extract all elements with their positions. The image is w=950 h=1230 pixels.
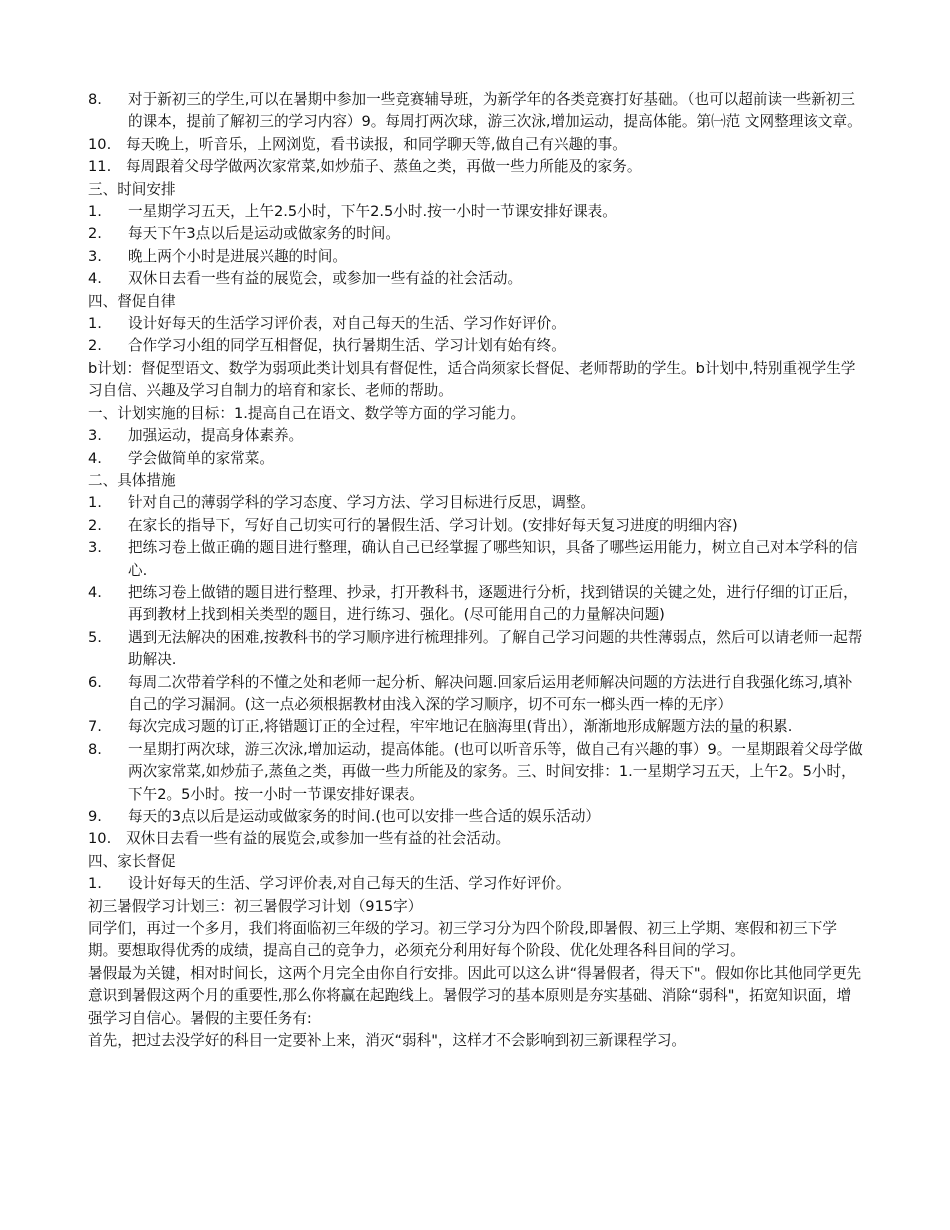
list-item-text: 针对自己的薄弱学科的学习态度、学习方法、学习目标进行反思，调整。	[128, 494, 596, 512]
list-item-text: 一星期学习五天，上午2.5小时，下午2.5小时.按一小时一节课安排好课表。	[128, 203, 617, 221]
list-item	[88, 425, 863, 447]
list-item-number: 1.	[88, 203, 102, 221]
list-item-number: 1.	[88, 494, 102, 512]
list-item	[88, 89, 863, 134]
list-item-text: 把练习卷上做错的题目进行整理、抄录，打开教科书，逐题进行分析，找到错误的关键之处，进行仔细的订正后，再到教材上找到相关类型的题目，进行练习、强化。(尽可能用自己的力量解决问题)	[128, 583, 858, 624]
paragraph: 同学们，再过一个多月，我们将面临初三年级的学习。初三学习分为四个阶段,即暑假、初三上学期、寒假和初三下学期。要想取得优秀的成绩，提高自己的竞争力，必须充分利用好每个阶段、优化处理各科目间的学习。	[88, 920, 837, 960]
list-item-number: 7.	[88, 718, 102, 736]
list-item-text: 每天的3点以后是运动或做家务的时间.(也可以安排一些合适的娱乐活动）	[128, 808, 601, 825]
list-item	[88, 672, 863, 717]
list-item	[88, 246, 863, 268]
list-item-text: 每周跟着父母学做两次家常菜,如炒茄子、蒸鱼之类，再做一些力所能及的家务。	[126, 158, 642, 176]
list-item-text: 晚上两个小时是进展兴趣的时间。	[128, 247, 347, 265]
list-item	[88, 828, 863, 850]
list-item-text: 把练习卷上做正确的题目进行整理，确认自己已经掌握了哪些知识，具备了哪些运用能力，树立自己对本学科的信心.	[128, 539, 858, 579]
list-item	[88, 492, 863, 514]
list-item-text: 每天下午3点以后是运动或做家务的时间。	[128, 225, 400, 243]
document-page	[88, 89, 863, 1052]
list-item-text: 设计好每天的生活学习评价表，对自己每天的生活、学习作好评价。	[128, 315, 566, 333]
list-item-number: 1.	[88, 315, 102, 333]
list-item-number: 8.	[88, 740, 102, 758]
list-item	[88, 156, 863, 178]
list-item-number: 10.	[88, 830, 112, 848]
list-item-text: 设计好每天的生活、学习评价表,对自己每天的生活、学习作好评价。	[128, 875, 571, 893]
paragraph: 初三暑假学习计划三：初三暑假学习计划（915字）	[88, 897, 423, 915]
list-item-text: 对于新初三的学生,可以在暑期中参加一些竞赛辅导班，为新学年的各类竞赛打好基础。（也可以超前读一些新初三的课本，提前了解初三的学习内容）9。每周打两次球，游三次泳,增加运动，提高体能。第㈠范 文网整理该文章。	[128, 91, 862, 131]
list-item-number: 3.	[88, 247, 102, 265]
list-item-number: 5.	[88, 628, 102, 646]
list-item-text: 合作学习小组的同学互相督促，执行暑期生活、学习计划有始有终。	[128, 337, 566, 355]
list-item	[88, 739, 863, 806]
paragraph: 三、时间安排	[88, 180, 176, 198]
paragraph: 四、督促自律	[88, 292, 176, 310]
list-item	[88, 223, 863, 245]
list-item-number: 2.	[88, 337, 102, 355]
list-item-text: 遇到无法解决的困难,按教科书的学习顺序进行梳理排列。了解自己学习问题的共性薄弱点，然后可以请老师一起帮助解决.	[128, 628, 863, 669]
paragraph: b计划：督促型语文、数学为弱项此类计划具有督促性，适合尚须家长督促、老师帮助的学生。b计划中,特别重视学生学习自信、兴趣及学习自制力的培育和家长、老师的帮助。	[88, 359, 856, 400]
list-item-number: 4.	[88, 449, 102, 467]
list-item-number: 4.	[88, 583, 102, 601]
paragraph: 一、计划实施的目标：1.提高自己在语文、数学等方面的学习能力。	[88, 404, 526, 422]
list-item-number: 8.	[88, 91, 102, 108]
list-item	[88, 313, 863, 335]
list-item	[88, 716, 863, 738]
list-item	[88, 201, 863, 223]
list-item	[88, 335, 863, 357]
list-item-number: 2.	[88, 225, 102, 243]
list-item-number: 11.	[88, 158, 112, 176]
list-item	[88, 268, 863, 290]
paragraph: 首先，把过去没学好的科目一定要补上来，消灭“弱科"，这样才不会影响到初三新课程学习。	[88, 1032, 687, 1050]
list-item-number: 6.	[88, 673, 102, 691]
list-item	[88, 515, 863, 537]
paragraph: 二、具体措施	[88, 471, 176, 489]
list-item-text: 一星期打两次球，游三次泳,增加运动，提高体能。(也可以听音乐等，做自己有兴趣的事）9。一星期跟着父母学做两次家常菜,如炒茄子,蒸鱼之类，再做一些力所能及的家务。三、时间安排：1.一星期学习五天，上午2。5小时，下午2。5小时。按一小时一节课安排好课表。	[128, 740, 863, 803]
list-item	[88, 537, 863, 582]
list-item-number: 4.	[88, 270, 102, 288]
list-item-text: 每次完成习题的订正,将错题订正的全过程，牢牢地记在脑海里(背出），渐渐地形成解题方法的量的积累.	[128, 718, 793, 736]
list-item-text: 双休日去看一些有益的展览会，或参加一些有益的社会活动。	[128, 270, 523, 288]
list-item	[88, 873, 863, 895]
list-item	[88, 627, 863, 672]
list-item	[88, 134, 863, 156]
list-item-number: 10.	[88, 135, 112, 153]
list-item-number: 1.	[88, 875, 102, 893]
list-item-text: 加强运动，提高身体素养。	[128, 427, 304, 445]
paragraph: 四、家长督促	[88, 852, 176, 870]
list-item	[88, 806, 863, 828]
list-item-number: 9.	[88, 808, 102, 825]
list-item-number: 3.	[88, 427, 102, 445]
list-item-text: 双休日去看一些有益的展览会,或参加一些有益的社会活动。	[126, 830, 511, 848]
list-item-text: 每周二次带着学科的不懂之处和老师一起分析、解决问题.回家后运用老师解决问题的方法进行自我强化练习,填补自己的学习漏洞。(这一点必须根据教材由浅入深的学习顺序，切不可东一榔头西一棒的无序）	[128, 673, 853, 713]
list-item-text: 学会做简单的家常菜。	[128, 449, 274, 467]
list-item-text: 每天晚上，听音乐，上网浏览，看书读报，和同学聊天等,做自己有兴趣的事。	[126, 135, 627, 153]
list-item-text: 在家长的指导下，写好自己切实可行的暑假生活、学习计划。(安排好每天复习进度的明细内容)	[128, 516, 738, 534]
list-item	[88, 448, 863, 470]
list-item	[88, 582, 863, 627]
list-item-number: 3.	[88, 539, 102, 557]
paragraph: 暑假最为关键，相对时间长，这两个月完全由你自行安排。因此可以这么讲“得暑假者，得天下"。假如你比其他同学更先意识到暑假这两个月的重要性,那么你将赢在起跑线上。暑假学习的基本原则是夯实基础、消除“弱科"，拓宽知识面，增强学习自信心。暑假的主要任务有:	[88, 964, 862, 1027]
list-item-number: 2.	[88, 516, 102, 534]
